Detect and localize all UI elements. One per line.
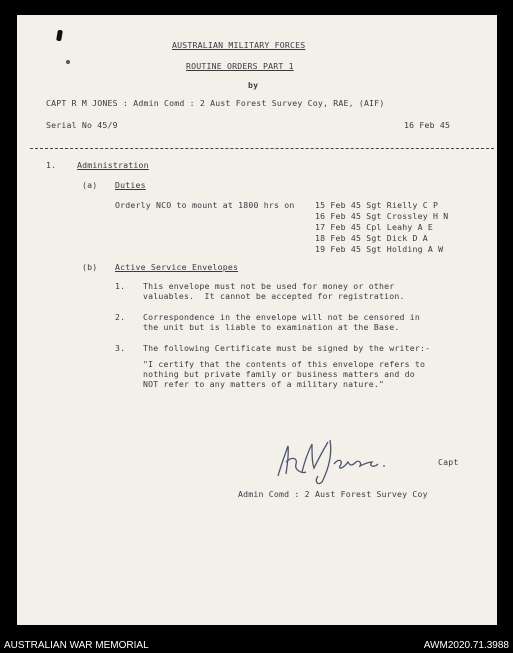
certificate-line: NOT refer to any matters of a military nature." — [143, 379, 385, 389]
footer-accession-number: AWM2020.71.3988 — [423, 640, 509, 651]
section-heading: Administration — [77, 160, 149, 170]
item-number: 1. — [115, 281, 126, 291]
duty-intro: Orderly NCO to mount at 1800 hrs on — [115, 200, 295, 210]
duty-roster-entry: 18 Feb 45 Sgt Dick D A — [315, 233, 428, 243]
section-number: 1. — [46, 160, 57, 170]
certificate-line: "I certify that the contents of this envelope refers to — [143, 359, 426, 369]
signature-title: Admin Comd : 2 Aust Forest Survey Coy — [238, 489, 428, 499]
duty-roster-entry: 17 Feb 45 Cpl Leahy A E — [315, 222, 433, 232]
item-text-line: The following Certificate must be signed by the writer:- — [143, 343, 431, 353]
ink-speck — [66, 60, 70, 64]
item-text-line: valuables. It cannot be accepted for registration. — [143, 291, 405, 301]
subsection-b-heading: Active Service Envelopes — [115, 262, 239, 272]
item-text-line: Correspondence in the envelope will not be censored in — [143, 312, 420, 322]
footer-source: AUSTRALIAN WAR MEMORIAL — [4, 640, 149, 651]
officer-line: CAPT R M JONES : Admin Comd : 2 Aust Forest Survey Coy, RAE, (AIF) — [46, 98, 385, 108]
item-number: 2. — [115, 312, 126, 322]
subsection-a-label: (a) — [82, 180, 98, 190]
item-text-line: This envelope must not be used for money or other — [143, 281, 395, 291]
orders-title: ROUTINE ORDERS PART 1 — [186, 61, 294, 71]
item-text-line: the unit but is liable to examination at the Base. — [143, 322, 400, 332]
duty-roster-entry: 16 Feb 45 Sgt Crossley H N — [315, 211, 449, 221]
handwritten-signature — [272, 432, 407, 487]
signature-rank: Capt — [438, 457, 459, 467]
subsection-b-label: (b) — [82, 262, 98, 272]
serial-number: Serial No 45/9 — [46, 120, 118, 130]
certificate-line: nothing but private family or business matters and do — [143, 369, 415, 379]
by-label: by — [248, 80, 259, 90]
duty-roster-entry: 19 Feb 45 Sgt Holding A W — [315, 244, 444, 254]
item-number: 3. — [115, 343, 126, 353]
subsection-a-heading: Duties — [115, 180, 146, 190]
order-date: 16 Feb 45 — [404, 120, 451, 130]
duty-roster-entry: 15 Feb 45 Sgt Rielly C P — [315, 200, 439, 210]
org-heading: AUSTRALIAN MILITARY FORCES — [172, 40, 306, 50]
separator-rule — [30, 148, 494, 149]
